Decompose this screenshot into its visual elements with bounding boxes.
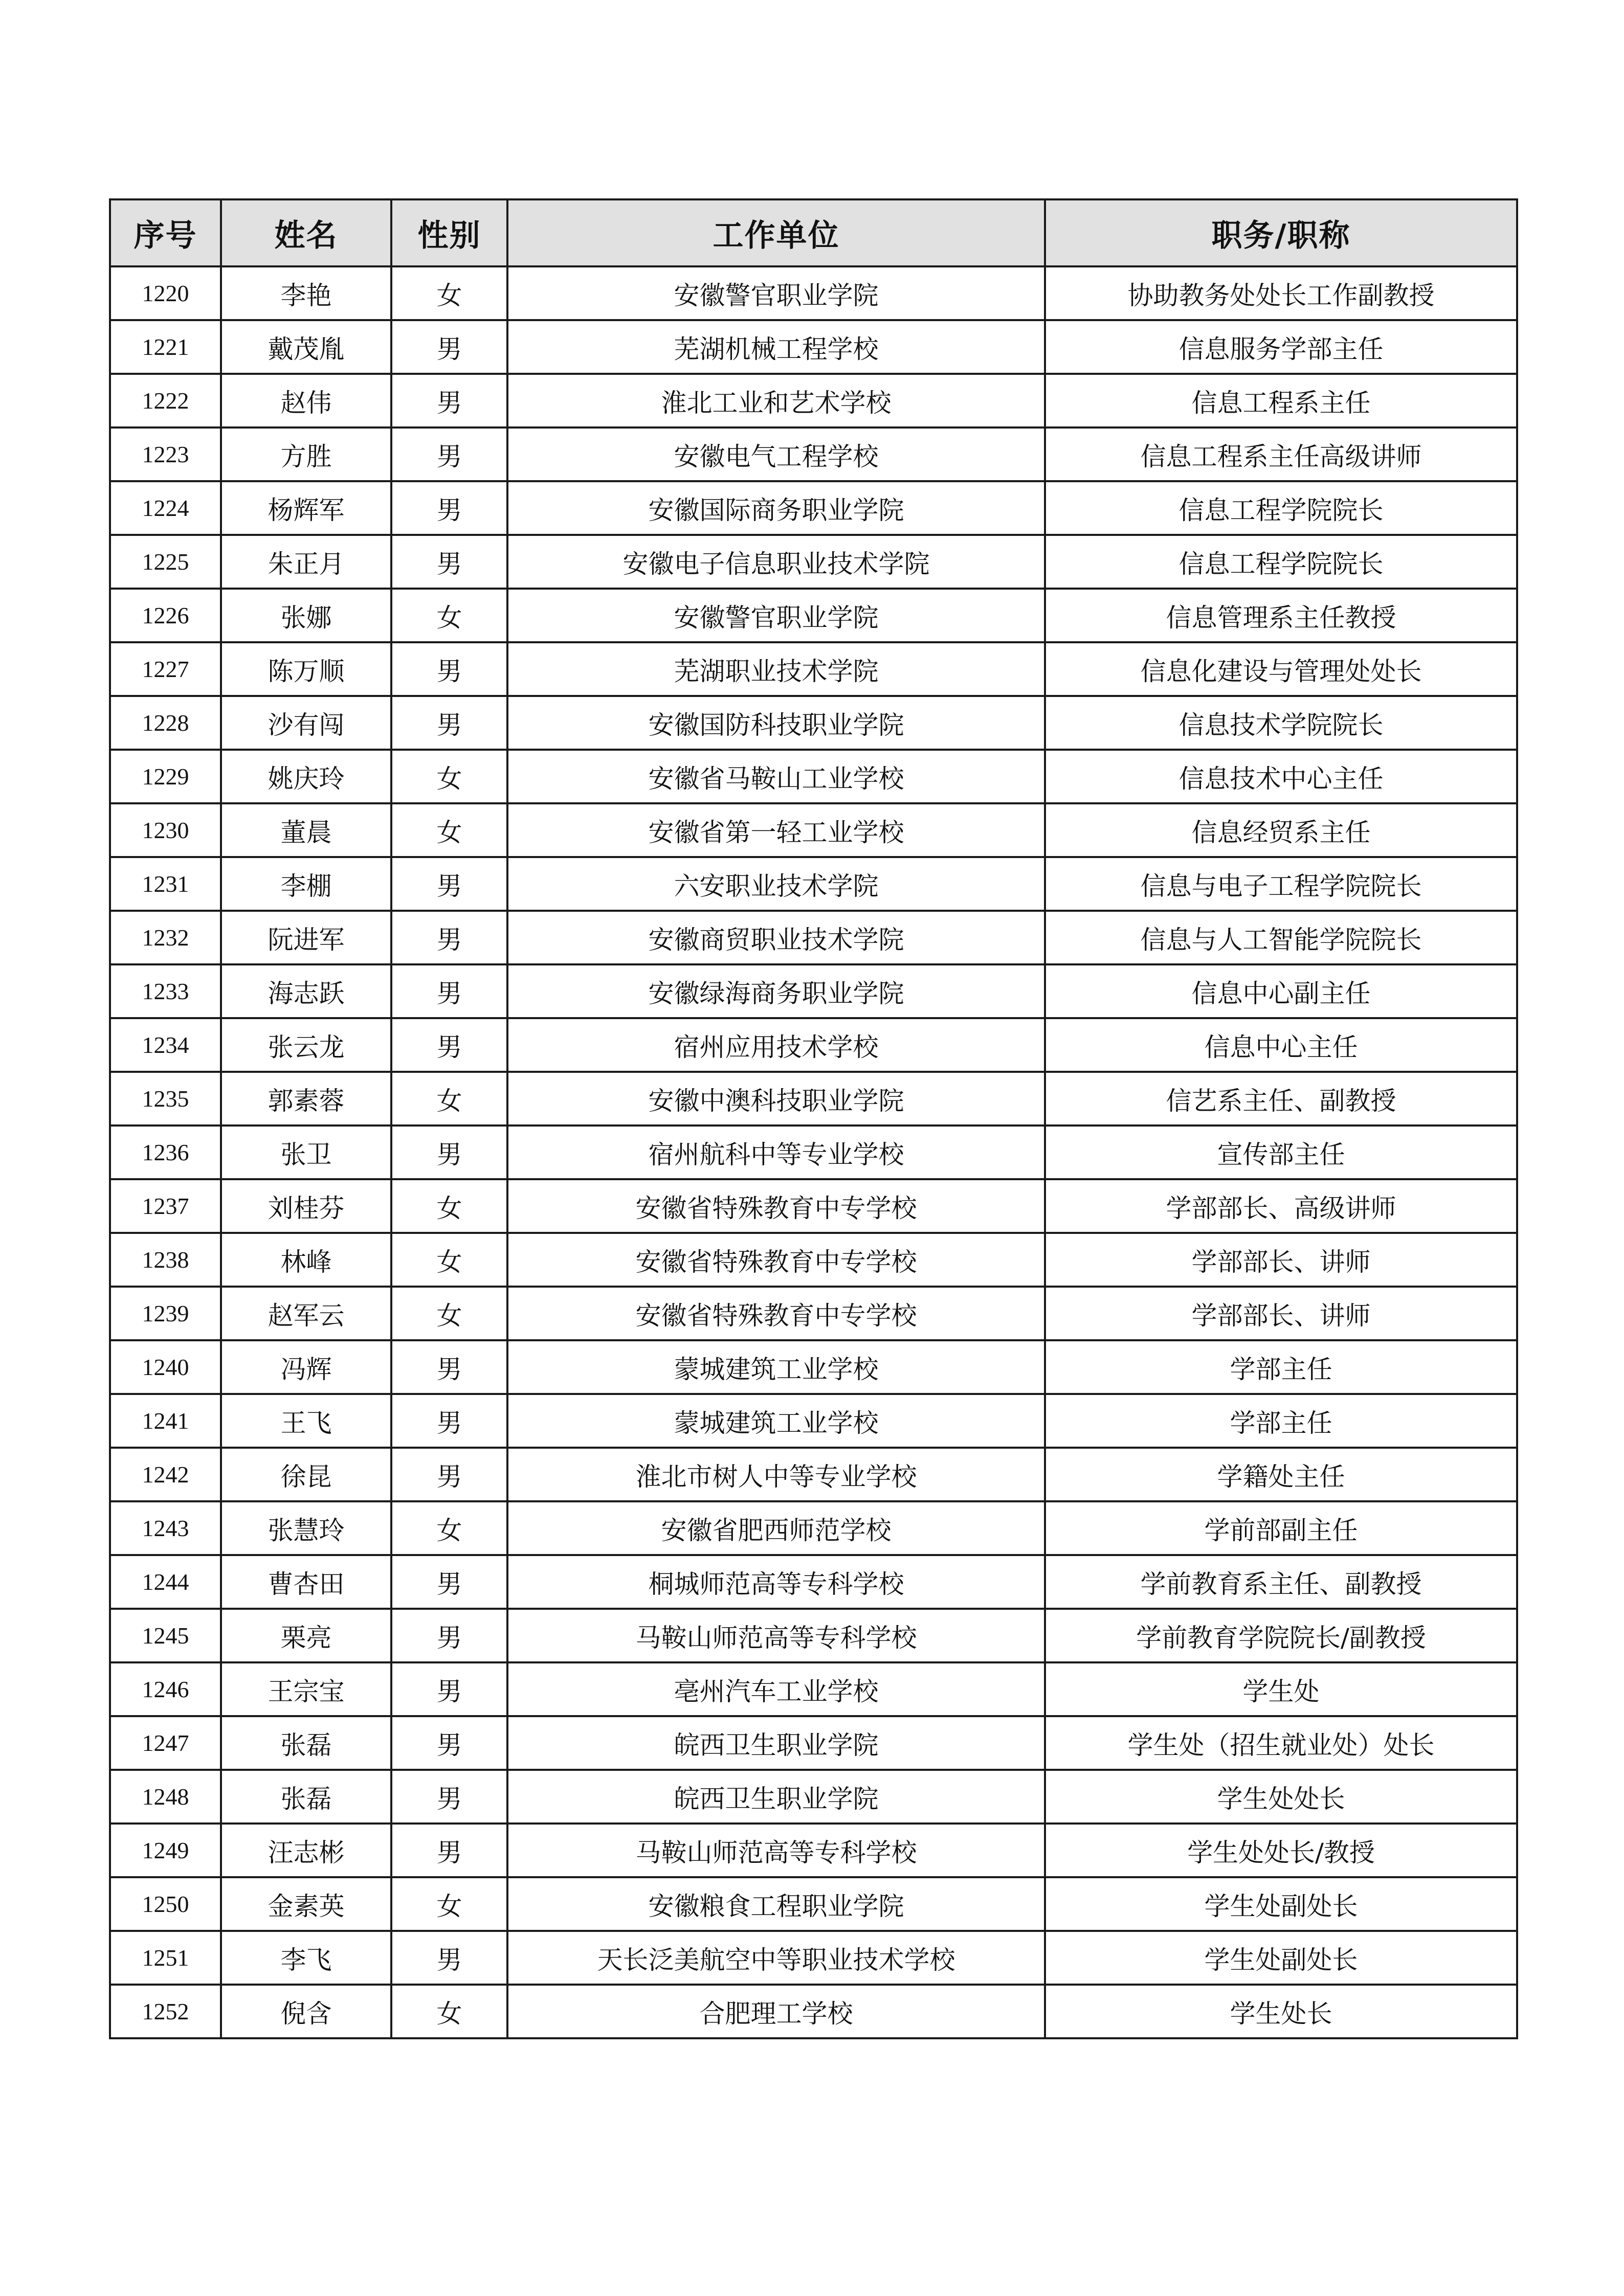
cell-no: 1245 bbox=[110, 1609, 221, 1662]
cell-gender: 女 bbox=[391, 750, 507, 803]
cell-title: 信息管理系主任教授 bbox=[1045, 589, 1517, 642]
cell-unit: 安徽省特殊教育中专学校 bbox=[507, 1179, 1045, 1233]
cell-no: 1242 bbox=[110, 1448, 221, 1501]
cell-gender: 男 bbox=[391, 1824, 507, 1877]
cell-name: 倪含 bbox=[221, 1985, 391, 2038]
cell-gender: 男 bbox=[391, 1716, 507, 1770]
cell-name: 王飞 bbox=[221, 1394, 391, 1448]
table-row bbox=[110, 1448, 1517, 1501]
cell-unit: 皖西卫生职业学院 bbox=[507, 1770, 1045, 1824]
roster-table bbox=[109, 198, 1518, 2039]
cell-gender: 女 bbox=[391, 1233, 507, 1287]
cell-gender: 男 bbox=[391, 696, 507, 750]
cell-gender: 男 bbox=[391, 1126, 507, 1179]
table-row bbox=[110, 374, 1517, 427]
table-row bbox=[110, 1931, 1517, 1985]
cell-gender: 男 bbox=[391, 964, 507, 1018]
cell-unit: 安徽省特殊教育中专学校 bbox=[507, 1233, 1045, 1287]
cell-name: 郭素蓉 bbox=[221, 1072, 391, 1126]
cell-name: 沙有闯 bbox=[221, 696, 391, 750]
cell-no: 1244 bbox=[110, 1555, 221, 1609]
cell-gender: 男 bbox=[391, 1662, 507, 1716]
cell-no: 1247 bbox=[110, 1716, 221, 1770]
cell-unit: 安徽国防科技职业学院 bbox=[507, 696, 1045, 750]
cell-unit: 安徽绿海商务职业学院 bbox=[507, 964, 1045, 1018]
cell-gender: 男 bbox=[391, 481, 507, 535]
cell-no: 1233 bbox=[110, 964, 221, 1018]
cell-title: 学部部长、高级讲师 bbox=[1045, 1179, 1517, 1233]
table-row bbox=[110, 642, 1517, 696]
cell-name: 金素英 bbox=[221, 1877, 391, 1931]
cell-gender: 女 bbox=[391, 1287, 507, 1340]
cell-name: 徐昆 bbox=[221, 1448, 391, 1501]
cell-no: 1227 bbox=[110, 642, 221, 696]
cell-title: 信息中心主任 bbox=[1045, 1018, 1517, 1072]
cell-name: 张云龙 bbox=[221, 1018, 391, 1072]
cell-unit: 淮北市树人中等专业学校 bbox=[507, 1448, 1045, 1501]
cell-unit: 蒙城建筑工业学校 bbox=[507, 1394, 1045, 1448]
cell-title: 学部部长、讲师 bbox=[1045, 1287, 1517, 1340]
cell-title: 信息与人工智能学院院长 bbox=[1045, 911, 1517, 964]
cell-unit: 安徽电气工程学校 bbox=[507, 427, 1045, 481]
table-row bbox=[110, 911, 1517, 964]
table-row bbox=[110, 1555, 1517, 1609]
cell-unit: 芜湖职业技术学院 bbox=[507, 642, 1045, 696]
cell-gender: 男 bbox=[391, 911, 507, 964]
cell-name: 方胜 bbox=[221, 427, 391, 481]
cell-gender: 女 bbox=[391, 1072, 507, 1126]
table-row bbox=[110, 427, 1517, 481]
cell-no: 1239 bbox=[110, 1287, 221, 1340]
table-row bbox=[110, 1018, 1517, 1072]
cell-title: 信息经贸系主任 bbox=[1045, 803, 1517, 857]
cell-name: 姚庆玲 bbox=[221, 750, 391, 803]
cell-no: 1228 bbox=[110, 696, 221, 750]
cell-gender: 男 bbox=[391, 427, 507, 481]
cell-unit: 安徽省马鞍山工业学校 bbox=[507, 750, 1045, 803]
cell-unit: 六安职业技术学院 bbox=[507, 857, 1045, 911]
cell-gender: 女 bbox=[391, 1877, 507, 1931]
cell-unit: 马鞍山师范高等专科学校 bbox=[507, 1609, 1045, 1662]
cell-no: 1230 bbox=[110, 803, 221, 857]
table-row bbox=[110, 1501, 1517, 1555]
cell-unit: 皖西卫生职业学院 bbox=[507, 1716, 1045, 1770]
cell-no: 1252 bbox=[110, 1985, 221, 2038]
cell-name: 栗亮 bbox=[221, 1609, 391, 1662]
cell-name: 张磊 bbox=[221, 1770, 391, 1824]
cell-unit: 桐城师范高等专科学校 bbox=[507, 1555, 1045, 1609]
cell-no: 1231 bbox=[110, 857, 221, 911]
cell-title: 协助教务处处长工作副教授 bbox=[1045, 266, 1517, 320]
header-unit: 工作单位 bbox=[507, 199, 1045, 266]
cell-title: 学部主任 bbox=[1045, 1394, 1517, 1448]
cell-unit: 马鞍山师范高等专科学校 bbox=[507, 1824, 1045, 1877]
cell-name: 张磊 bbox=[221, 1716, 391, 1770]
table-row bbox=[110, 1770, 1517, 1824]
table-row bbox=[110, 1233, 1517, 1287]
cell-no: 1251 bbox=[110, 1931, 221, 1985]
cell-name: 李飞 bbox=[221, 1931, 391, 1985]
cell-name: 阮进军 bbox=[221, 911, 391, 964]
header-title: 职务/职称 bbox=[1045, 199, 1517, 266]
cell-title: 信息工程系主任高级讲师 bbox=[1045, 427, 1517, 481]
cell-no: 1240 bbox=[110, 1340, 221, 1394]
cell-name: 朱正月 bbox=[221, 535, 391, 589]
cell-gender: 男 bbox=[391, 320, 507, 374]
cell-gender: 男 bbox=[391, 1394, 507, 1448]
cell-name: 汪志彬 bbox=[221, 1824, 391, 1877]
cell-title: 学生处 bbox=[1045, 1662, 1517, 1716]
cell-gender: 男 bbox=[391, 857, 507, 911]
table-row bbox=[110, 535, 1517, 589]
cell-no: 1250 bbox=[110, 1877, 221, 1931]
cell-no: 1221 bbox=[110, 320, 221, 374]
cell-title: 学前教育学院院长/副教授 bbox=[1045, 1609, 1517, 1662]
table-row bbox=[110, 1179, 1517, 1233]
table-row bbox=[110, 803, 1517, 857]
cell-unit: 天长泛美航空中等职业技术学校 bbox=[507, 1931, 1045, 1985]
table-row bbox=[110, 1287, 1517, 1340]
table-row bbox=[110, 1985, 1517, 2038]
table-row bbox=[110, 1609, 1517, 1662]
cell-title: 学部主任 bbox=[1045, 1340, 1517, 1394]
header-no: 序号 bbox=[110, 199, 221, 266]
cell-no: 1229 bbox=[110, 750, 221, 803]
cell-no: 1246 bbox=[110, 1662, 221, 1716]
cell-gender: 男 bbox=[391, 1931, 507, 1985]
cell-gender: 女 bbox=[391, 1179, 507, 1233]
cell-title: 信息工程系主任 bbox=[1045, 374, 1517, 427]
cell-name: 董晨 bbox=[221, 803, 391, 857]
cell-gender: 男 bbox=[391, 1448, 507, 1501]
table-row bbox=[110, 1072, 1517, 1126]
cell-name: 林峰 bbox=[221, 1233, 391, 1287]
table-row bbox=[110, 964, 1517, 1018]
cell-no: 1238 bbox=[110, 1233, 221, 1287]
cell-name: 张慧玲 bbox=[221, 1501, 391, 1555]
table-row bbox=[110, 750, 1517, 803]
cell-no: 1220 bbox=[110, 266, 221, 320]
cell-title: 学部部长、讲师 bbox=[1045, 1233, 1517, 1287]
cell-gender: 男 bbox=[391, 1340, 507, 1394]
cell-title: 信息中心副主任 bbox=[1045, 964, 1517, 1018]
cell-title: 信息工程学院院长 bbox=[1045, 535, 1517, 589]
cell-title: 信息化建设与管理处处长 bbox=[1045, 642, 1517, 696]
table-row bbox=[110, 1877, 1517, 1931]
cell-title: 信息技术中心主任 bbox=[1045, 750, 1517, 803]
table-row bbox=[110, 696, 1517, 750]
cell-gender: 女 bbox=[391, 1985, 507, 2038]
table-row bbox=[110, 1662, 1517, 1716]
cell-name: 赵军云 bbox=[221, 1287, 391, 1340]
cell-title: 信息与电子工程学院院长 bbox=[1045, 857, 1517, 911]
cell-no: 1236 bbox=[110, 1126, 221, 1179]
cell-unit: 芜湖机械工程学校 bbox=[507, 320, 1045, 374]
cell-no: 1243 bbox=[110, 1501, 221, 1555]
table-row bbox=[110, 1716, 1517, 1770]
cell-name: 冯辉 bbox=[221, 1340, 391, 1394]
cell-no: 1237 bbox=[110, 1179, 221, 1233]
cell-unit: 亳州汽车工业学校 bbox=[507, 1662, 1045, 1716]
cell-title: 信息服务学部主任 bbox=[1045, 320, 1517, 374]
cell-no: 1226 bbox=[110, 589, 221, 642]
cell-title: 学生处处长/教授 bbox=[1045, 1824, 1517, 1877]
cell-no: 1224 bbox=[110, 481, 221, 535]
cell-name: 王宗宝 bbox=[221, 1662, 391, 1716]
cell-gender: 女 bbox=[391, 803, 507, 857]
cell-title: 学生处（招生就业处）处长 bbox=[1045, 1716, 1517, 1770]
cell-title: 信艺系主任、副教授 bbox=[1045, 1072, 1517, 1126]
cell-title: 学生处副处长 bbox=[1045, 1931, 1517, 1985]
cell-gender: 男 bbox=[391, 1609, 507, 1662]
table-row bbox=[110, 1394, 1517, 1448]
cell-title: 学前部副主任 bbox=[1045, 1501, 1517, 1555]
cell-unit: 安徽电子信息职业技术学院 bbox=[507, 535, 1045, 589]
cell-no: 1241 bbox=[110, 1394, 221, 1448]
table-row bbox=[110, 1340, 1517, 1394]
cell-no: 1234 bbox=[110, 1018, 221, 1072]
table-header-row bbox=[110, 199, 1517, 266]
cell-gender: 女 bbox=[391, 266, 507, 320]
cell-name: 张卫 bbox=[221, 1126, 391, 1179]
cell-no: 1225 bbox=[110, 535, 221, 589]
cell-title: 学籍处主任 bbox=[1045, 1448, 1517, 1501]
table-row bbox=[110, 1824, 1517, 1877]
cell-unit: 蒙城建筑工业学校 bbox=[507, 1340, 1045, 1394]
cell-unit: 安徽商贸职业技术学院 bbox=[507, 911, 1045, 964]
table-row bbox=[110, 320, 1517, 374]
cell-unit: 合肥理工学校 bbox=[507, 1985, 1045, 2038]
header-name: 姓名 bbox=[221, 199, 391, 266]
cell-name: 刘桂芬 bbox=[221, 1179, 391, 1233]
cell-no: 1223 bbox=[110, 427, 221, 481]
table-row bbox=[110, 1126, 1517, 1179]
cell-no: 1232 bbox=[110, 911, 221, 964]
cell-gender: 男 bbox=[391, 535, 507, 589]
cell-title: 宣传部主任 bbox=[1045, 1126, 1517, 1179]
cell-title: 学前教育系主任、副教授 bbox=[1045, 1555, 1517, 1609]
cell-gender: 男 bbox=[391, 1555, 507, 1609]
table-row bbox=[110, 857, 1517, 911]
cell-unit: 宿州航科中等专业学校 bbox=[507, 1126, 1045, 1179]
cell-unit: 宿州应用技术学校 bbox=[507, 1018, 1045, 1072]
cell-gender: 女 bbox=[391, 589, 507, 642]
table-row bbox=[110, 266, 1517, 320]
cell-unit: 安徽省肥西师范学校 bbox=[507, 1501, 1045, 1555]
cell-no: 1222 bbox=[110, 374, 221, 427]
cell-name: 张娜 bbox=[221, 589, 391, 642]
cell-name: 戴茂胤 bbox=[221, 320, 391, 374]
cell-gender: 男 bbox=[391, 1018, 507, 1072]
cell-title: 学生处处长 bbox=[1045, 1770, 1517, 1824]
cell-unit: 安徽警官职业学院 bbox=[507, 589, 1045, 642]
cell-title: 信息技术学院院长 bbox=[1045, 696, 1517, 750]
cell-name: 海志跃 bbox=[221, 964, 391, 1018]
cell-name: 杨辉军 bbox=[221, 481, 391, 535]
cell-gender: 男 bbox=[391, 374, 507, 427]
cell-name: 李棚 bbox=[221, 857, 391, 911]
cell-title: 学生处长 bbox=[1045, 1985, 1517, 2038]
cell-no: 1235 bbox=[110, 1072, 221, 1126]
cell-gender: 女 bbox=[391, 1501, 507, 1555]
cell-no: 1248 bbox=[110, 1770, 221, 1824]
cell-gender: 男 bbox=[391, 1770, 507, 1824]
cell-unit: 安徽国际商务职业学院 bbox=[507, 481, 1045, 535]
cell-title: 学生处副处长 bbox=[1045, 1877, 1517, 1931]
cell-unit: 安徽中澳科技职业学院 bbox=[507, 1072, 1045, 1126]
cell-title: 信息工程学院院长 bbox=[1045, 481, 1517, 535]
cell-gender: 男 bbox=[391, 642, 507, 696]
table-row bbox=[110, 481, 1517, 535]
header-gender: 性别 bbox=[391, 199, 507, 266]
table-body bbox=[110, 266, 1517, 2038]
cell-name: 陈万顺 bbox=[221, 642, 391, 696]
cell-unit: 安徽省第一轻工业学校 bbox=[507, 803, 1045, 857]
cell-name: 李艳 bbox=[221, 266, 391, 320]
cell-name: 赵伟 bbox=[221, 374, 391, 427]
cell-no: 1249 bbox=[110, 1824, 221, 1877]
cell-name: 曹杏田 bbox=[221, 1555, 391, 1609]
cell-unit: 安徽警官职业学院 bbox=[507, 266, 1045, 320]
cell-unit: 安徽粮食工程职业学院 bbox=[507, 1877, 1045, 1931]
table-row bbox=[110, 589, 1517, 642]
cell-unit: 安徽省特殊教育中专学校 bbox=[507, 1287, 1045, 1340]
cell-unit: 淮北工业和艺术学校 bbox=[507, 374, 1045, 427]
